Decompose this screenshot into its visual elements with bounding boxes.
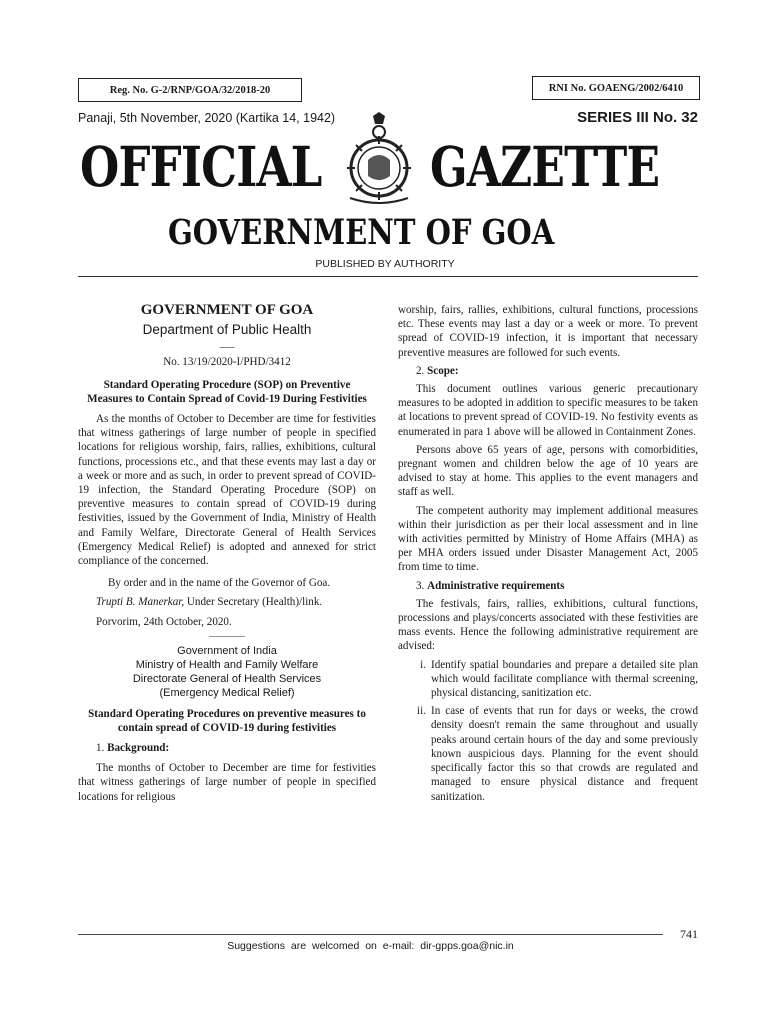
published-by-authority: PUBLISHED BY AUTHORITY [315,258,455,270]
admin-heading [398,579,698,593]
masthead-subtitle: GOVERNMENT OF GOA [168,212,555,253]
order-line: By order and in the name of the Governor of Goa. [108,577,331,590]
series-number: SERIES III No. 32 [577,109,698,126]
list-item [398,658,698,701]
admin-label: Administrative requirements [427,579,565,592]
list-item [398,704,698,803]
background-text: The months of October to December are time for festivities that witness gatherings of large number of people in specified locations for religious [78,762,376,803]
signatory-title: Under Secretary (Health)/link. [186,596,323,609]
goi-line-1: Government of India [177,644,277,657]
separator-line: ________ [209,627,245,638]
sop-title: Standard Operating Procedure (SOP) on Preventive Measures to Contain Spread of Covid-19 During Festivities [87,378,367,405]
suggestions-line: Suggestions are welcomed on e-mail: dir-gpps.goa@nic.in [227,940,514,952]
registration-number-box [78,78,302,102]
background-heading [78,741,376,755]
scope-paragraph-3: The competent authority may implement additional measures within their jurisdiction as per their local assessment and in line with activities permitted by Ministry of Home Affairs (MHA) as per MHA orders issued under Disaster Management Act, 2005 from time to time. [398,504,698,574]
signatory [78,595,376,609]
list-marker: ii. [417,705,426,718]
scope-label: Scope: [427,364,459,377]
rni-number-box [532,76,700,100]
background-number: 1. [96,742,105,755]
sop2-title: Standard Operating Procedures on preventive measures to contain spread of COVID-19 during festivities [88,707,366,734]
rni-number: RNI No. GOAENG/2002/6410 [548,82,684,94]
page-number: 741 [680,927,698,941]
masthead-gazette: GAZETTE [430,134,660,199]
signing-place-date: Porvorim, 24th October, 2020. [96,615,232,628]
scope-paragraph-1: This document outlines various generic precautionary measures to be adopted in addition to specific measures to be taken at locations to prevent spread of COVID-19. No festivity events as enumerated in para 1 above will be allowed in Containment Zones. [398,383,698,438]
adoption-paragraph: As the months of October to December are time for festivities that witness gatherings of large number of people in specified locations for religious worship, fairs, rallies, exhibitions, cultural functions, processions etc., and that these events may last a day or a week or more and as such, in order to prevent spread of COVID-19 infection, the Standard Operating Procedure (SOP) on preventive measures to contain spread of COVID-19 during festivities, issued by the Government of India, Ministry of Health and Family Welfare, Directorate General of Health Services (Emergency Medical Relief) is adopted and annexed for strict compliance of the concerned. [78,413,376,568]
admin-paragraph: The festivals, fairs, rallies, exhibitions, cultural functions, processions and plays/concerts associated with these festivities are mass events. Hence the following administrative requirement are advised: [398,597,698,653]
footer-rule [78,934,663,935]
list-text: Identify spatial boundaries and prepare a detailed site plan which would facilitate compliance with thermal screening, physical distancing, sanitization etc. [431,658,698,700]
masthead-official: OFFICIAL [80,134,322,199]
registration-number: Reg. No. G-2/RNP/GOA/32/2018-20 [109,84,271,96]
goi-line-2: Ministry of Health and Family Welfare [135,659,319,672]
department-name: Department of Public Health [142,322,312,338]
goi-line-4: (Emergency Medical Relief) [159,687,295,700]
header-rule [78,276,698,277]
notification-number: No. 13/19/2020-I/PHD/3412 [163,356,291,369]
list-text: In case of events that run for days or weeks, the crowd density doesn't remain the same throughout and usually peaks around certain hours of the day and some previously known auspicious days. Planning for the event should specifically factor this so that crowds are regulated and managed to ensure physical distance and frequent sanitization. [431,705,698,803]
scope-paragraph-2: Persons above 65 years of age, persons with comorbidities, pregnant women and children below the age of 10 years are advised to stay at home. This applies to the event managers and staff as well. [398,443,698,499]
background-label: Background: [107,742,170,755]
admin-number: 3. [416,579,425,592]
continued-text: worship, fairs, rallies, exhibitions, cultural functions, processions etc. These events may last a day or a week or more. To prevent spread of COVID-19 infection, it is important that necessary preventive measures are followed for such events. [398,304,698,359]
goi-line-3: Directorate General of Health Services [132,673,322,686]
signatory-name: Trupti B. Manerkar, [96,596,185,609]
list-marker: i. [420,658,426,671]
government-heading: GOVERNMENT OF GOA [140,302,314,318]
issue-place-date: Panaji, 5th November, 2020 (Kartika 14, 1942) [78,111,336,125]
left-column [78,303,376,808]
scope-number: 2. [416,364,425,377]
scope-heading [398,364,698,378]
goa-emblem-icon [338,112,420,208]
right-column [398,303,698,808]
department-dash: ___ [219,338,235,350]
